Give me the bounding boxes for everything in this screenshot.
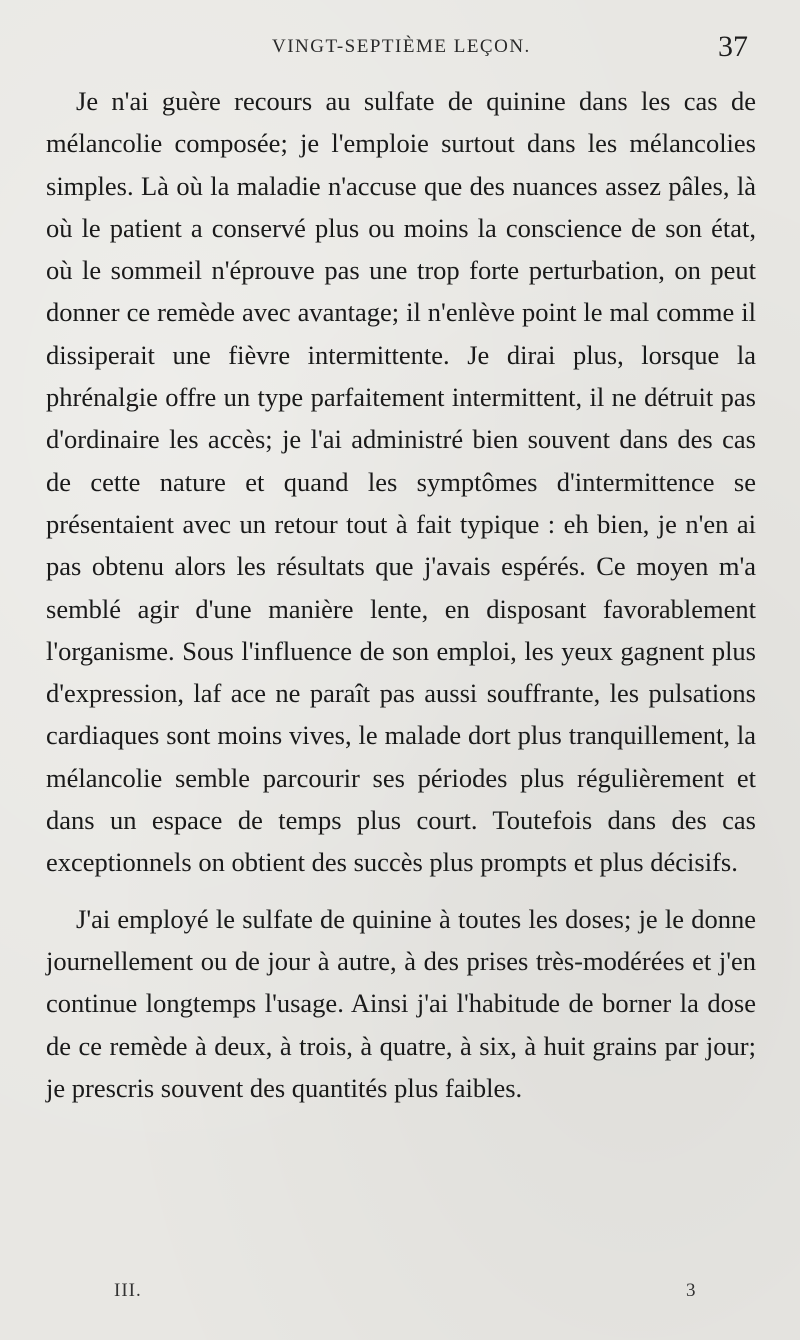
signature-mark-volume: III. bbox=[114, 1280, 142, 1301]
body-text bbox=[46, 80, 756, 1109]
signature-mark-number: 3 bbox=[686, 1280, 696, 1301]
page-footer bbox=[0, 1280, 800, 1310]
paragraph: J'ai employé le sulfate de quinine à toutes les doses; je le donne journellement ou de jour à autre, à des prises très-modérées et j'en continue longtemps l'usage. Ainsi j'ai l'habitude de borner la dose de ce remède à deux, à trois, à quatre, à six, à huit grains par jour; je prescris souvent des quantités plus faibles. bbox=[46, 903, 756, 1103]
running-head: VINGT-SEPTIÈME LEÇON. bbox=[272, 36, 531, 57]
page-header bbox=[0, 30, 800, 66]
paragraph: Je n'ai guère recours au sulfate de quinine dans les cas de mélancolie composée; je l'emploie surtout dans les mélancolies simples. Là où la maladie n'accuse que des nuances assez pâles, là où le patient a conservé plus ou moins la conscience de son état, où le sommeil n'éprouve pas une trop forte perturbation, on peut donner ce remède avec avantage; il n'enlève point le mal comme il dissiperait une fièvre intermittente. Je dirai plus, lorsque la phrénalgie offre un type parfaitement intermittent, il ne détruit pas d'ordinaire les accès; je l'ai administré bien souvent dans des cas de cette nature et quand les symptômes d'intermittence se présentaient avec un retour tout à fait typique : eh bien, je n'en ai pas obtenu alors les résultats que j'avais espérés. Ce moyen m'a semblé agir d'une manière lente, en disposant favorablement l'organisme. Sous l'influence de son emploi, les yeux gagnent plus d'expression, laf ace ne paraît pas aussi souffrante, les pulsations cardiaques sont moins vives, le malade dort plus tranquillement, la mélancolie semble parcourir ses périodes plus régulièrement et dans un espace de temps plus court. Toutefois dans des cas exceptionnels on obtient des succès plus prompts et plus décisifs. bbox=[46, 86, 756, 878]
page-number: 37 bbox=[718, 30, 748, 63]
